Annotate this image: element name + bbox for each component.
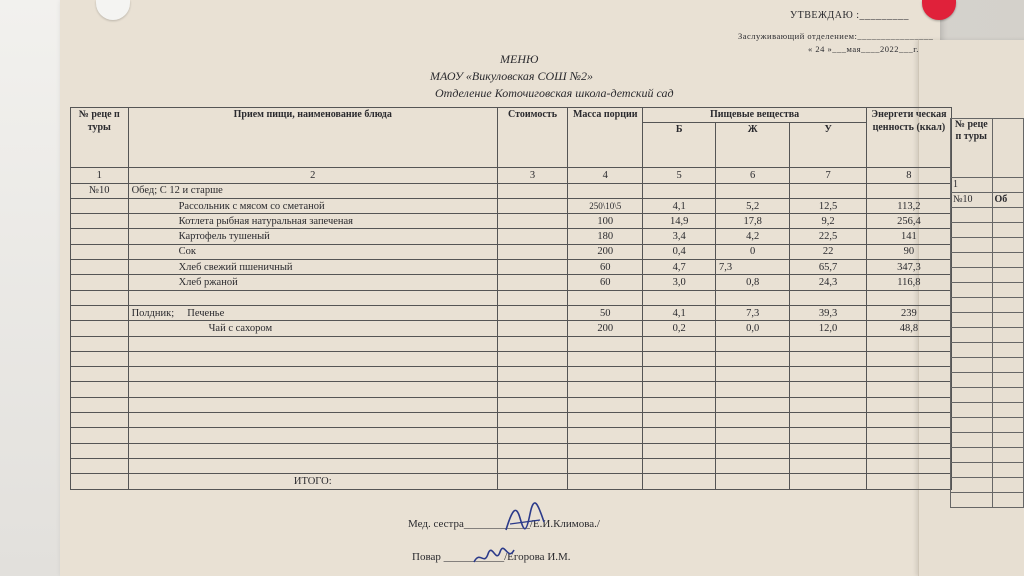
dish-name: Печенье [187, 307, 225, 319]
dish-fat: 5,2 [715, 198, 789, 213]
dish-carbs: 65,7 [790, 260, 866, 275]
dish-fat: 0 [715, 244, 789, 259]
table-row [71, 305, 952, 320]
header-protein: Б [643, 123, 716, 168]
recipe-number: №10 [71, 183, 129, 198]
dish-carbs: 24,3 [790, 275, 866, 290]
snack-row-label [128, 305, 497, 320]
header-recipe-number: № реце п туры [71, 108, 129, 168]
dish-name: Хлеб ржаной [128, 275, 497, 290]
header-fat: Ж [715, 123, 789, 168]
empty-row [71, 428, 952, 443]
col-number: 4 [568, 168, 643, 183]
menu-title: МЕНЮ [500, 52, 539, 66]
header-carbs: У [790, 123, 866, 168]
dish-carbs: 12,0 [790, 321, 866, 336]
table-row [71, 214, 952, 229]
header-cost: Стоимость [497, 108, 567, 168]
dish-fat: 7,3 [715, 260, 789, 275]
dish-mass: 50 [568, 305, 643, 320]
header-nutrients: Пищевые вещества [643, 108, 866, 123]
col-number: 7 [790, 168, 866, 183]
dish-protein: 4,7 [643, 260, 716, 275]
dish-name: Картофель тушеный [128, 229, 497, 244]
empty-row [71, 290, 952, 305]
empty-row [71, 336, 952, 351]
side-recipe-number: №10 [951, 193, 993, 208]
dish-carbs: 9,2 [790, 214, 866, 229]
dish-energy: 90 [866, 244, 951, 259]
empty-row [71, 351, 952, 366]
dish-mass: 60 [568, 260, 643, 275]
cook-handwritten-signature [470, 544, 516, 570]
col-number: 8 [866, 168, 951, 183]
dish-carbs: 39,3 [790, 305, 866, 320]
side-col-number: 1 [951, 178, 993, 193]
school-name: МАОУ «Викуловская СОШ №2» [430, 69, 594, 83]
dish-mass: 200 [568, 321, 643, 336]
empty-row [71, 382, 952, 397]
dish-fat: 4,2 [715, 229, 789, 244]
table-row [71, 229, 952, 244]
dish-mass: 180 [568, 229, 643, 244]
dish-protein: 4,1 [643, 198, 716, 213]
dish-energy: 239 [866, 305, 951, 320]
dish-energy: 256,4 [866, 214, 951, 229]
table-row [71, 275, 952, 290]
dish-fat: 0,0 [715, 321, 789, 336]
dish-mass: 250\10\5 [568, 198, 643, 213]
branch-name: Отделение Коточиговская школа-детский сад [435, 86, 674, 100]
dish-name: Котлета рыбная натуральная запеченая [128, 214, 497, 229]
empty-row [71, 413, 952, 428]
col-number: 2 [128, 168, 497, 183]
dish-fat: 0,8 [715, 275, 789, 290]
dish-name: Чай с сахором [128, 321, 497, 336]
table-row [71, 244, 952, 259]
empty-row [71, 367, 952, 382]
approval-date: « 24 »___мая____2022___г. [808, 44, 919, 54]
adjacent-sheet-table [950, 118, 1024, 508]
dish-mass: 60 [568, 275, 643, 290]
total-row [71, 474, 952, 489]
side-fragment: Об [992, 193, 1023, 208]
dish-name: Рассольник с мясом со сметаной [128, 198, 497, 213]
empty-row [71, 458, 952, 473]
col-number: 5 [643, 168, 716, 183]
total-label: ИТОГО: [128, 474, 497, 489]
empty-row [71, 443, 952, 458]
dish-carbs: 12,5 [790, 198, 866, 213]
snack-label: Полдник; [131, 307, 175, 319]
nurse-signature-line: Мед. сестра____________/Е.И.Климова./ [408, 518, 600, 530]
cook-signature-line: Повар ___________/Егорова И.М. [412, 551, 571, 563]
approval-head-line: Заслуживающий отделением:________________ [738, 31, 934, 41]
dish-energy: 347,3 [866, 260, 951, 275]
col-number: 6 [715, 168, 789, 183]
empty-row [71, 397, 952, 412]
dish-protein: 14,9 [643, 214, 716, 229]
dish-fat: 7,3 [715, 305, 789, 320]
dish-energy: 116,8 [866, 275, 951, 290]
header-dish-name: Прием пищи, наименование блюда [128, 108, 497, 168]
col-number: 3 [497, 168, 567, 183]
dish-protein: 0,2 [643, 321, 716, 336]
table-row [71, 198, 952, 213]
dish-name: Хлеб свежий пшеничный [128, 260, 497, 275]
dish-name: Сок [128, 244, 497, 259]
header-mass: Масса порции [568, 108, 643, 168]
approval-title: УТВЕЖДАЮ :_________ [790, 10, 910, 21]
dish-protein: 4,1 [643, 305, 716, 320]
header-energy: Энергети ческая ценность (ккал) [866, 108, 951, 168]
side-header: № реце п туры [951, 119, 993, 178]
dish-energy: 113,2 [866, 198, 951, 213]
menu-table [70, 107, 952, 490]
dish-carbs: 22 [790, 244, 866, 259]
lunch-label: Обед; С 12 и старше [128, 183, 497, 198]
dish-carbs: 22,5 [790, 229, 866, 244]
dish-energy: 48,8 [866, 321, 951, 336]
dish-protein: 3,0 [643, 275, 716, 290]
dish-protein: 3,4 [643, 229, 716, 244]
dish-energy: 141 [866, 229, 951, 244]
col-number: 1 [71, 168, 129, 183]
dish-mass: 100 [568, 214, 643, 229]
table-row [71, 260, 952, 275]
nurse-handwritten-signature [500, 500, 550, 536]
dish-fat: 17,8 [715, 214, 789, 229]
column-numbers-row [71, 168, 952, 183]
table-row [71, 321, 952, 336]
dish-protein: 0,4 [643, 244, 716, 259]
lunch-header-row [71, 183, 952, 198]
dish-mass: 200 [568, 244, 643, 259]
